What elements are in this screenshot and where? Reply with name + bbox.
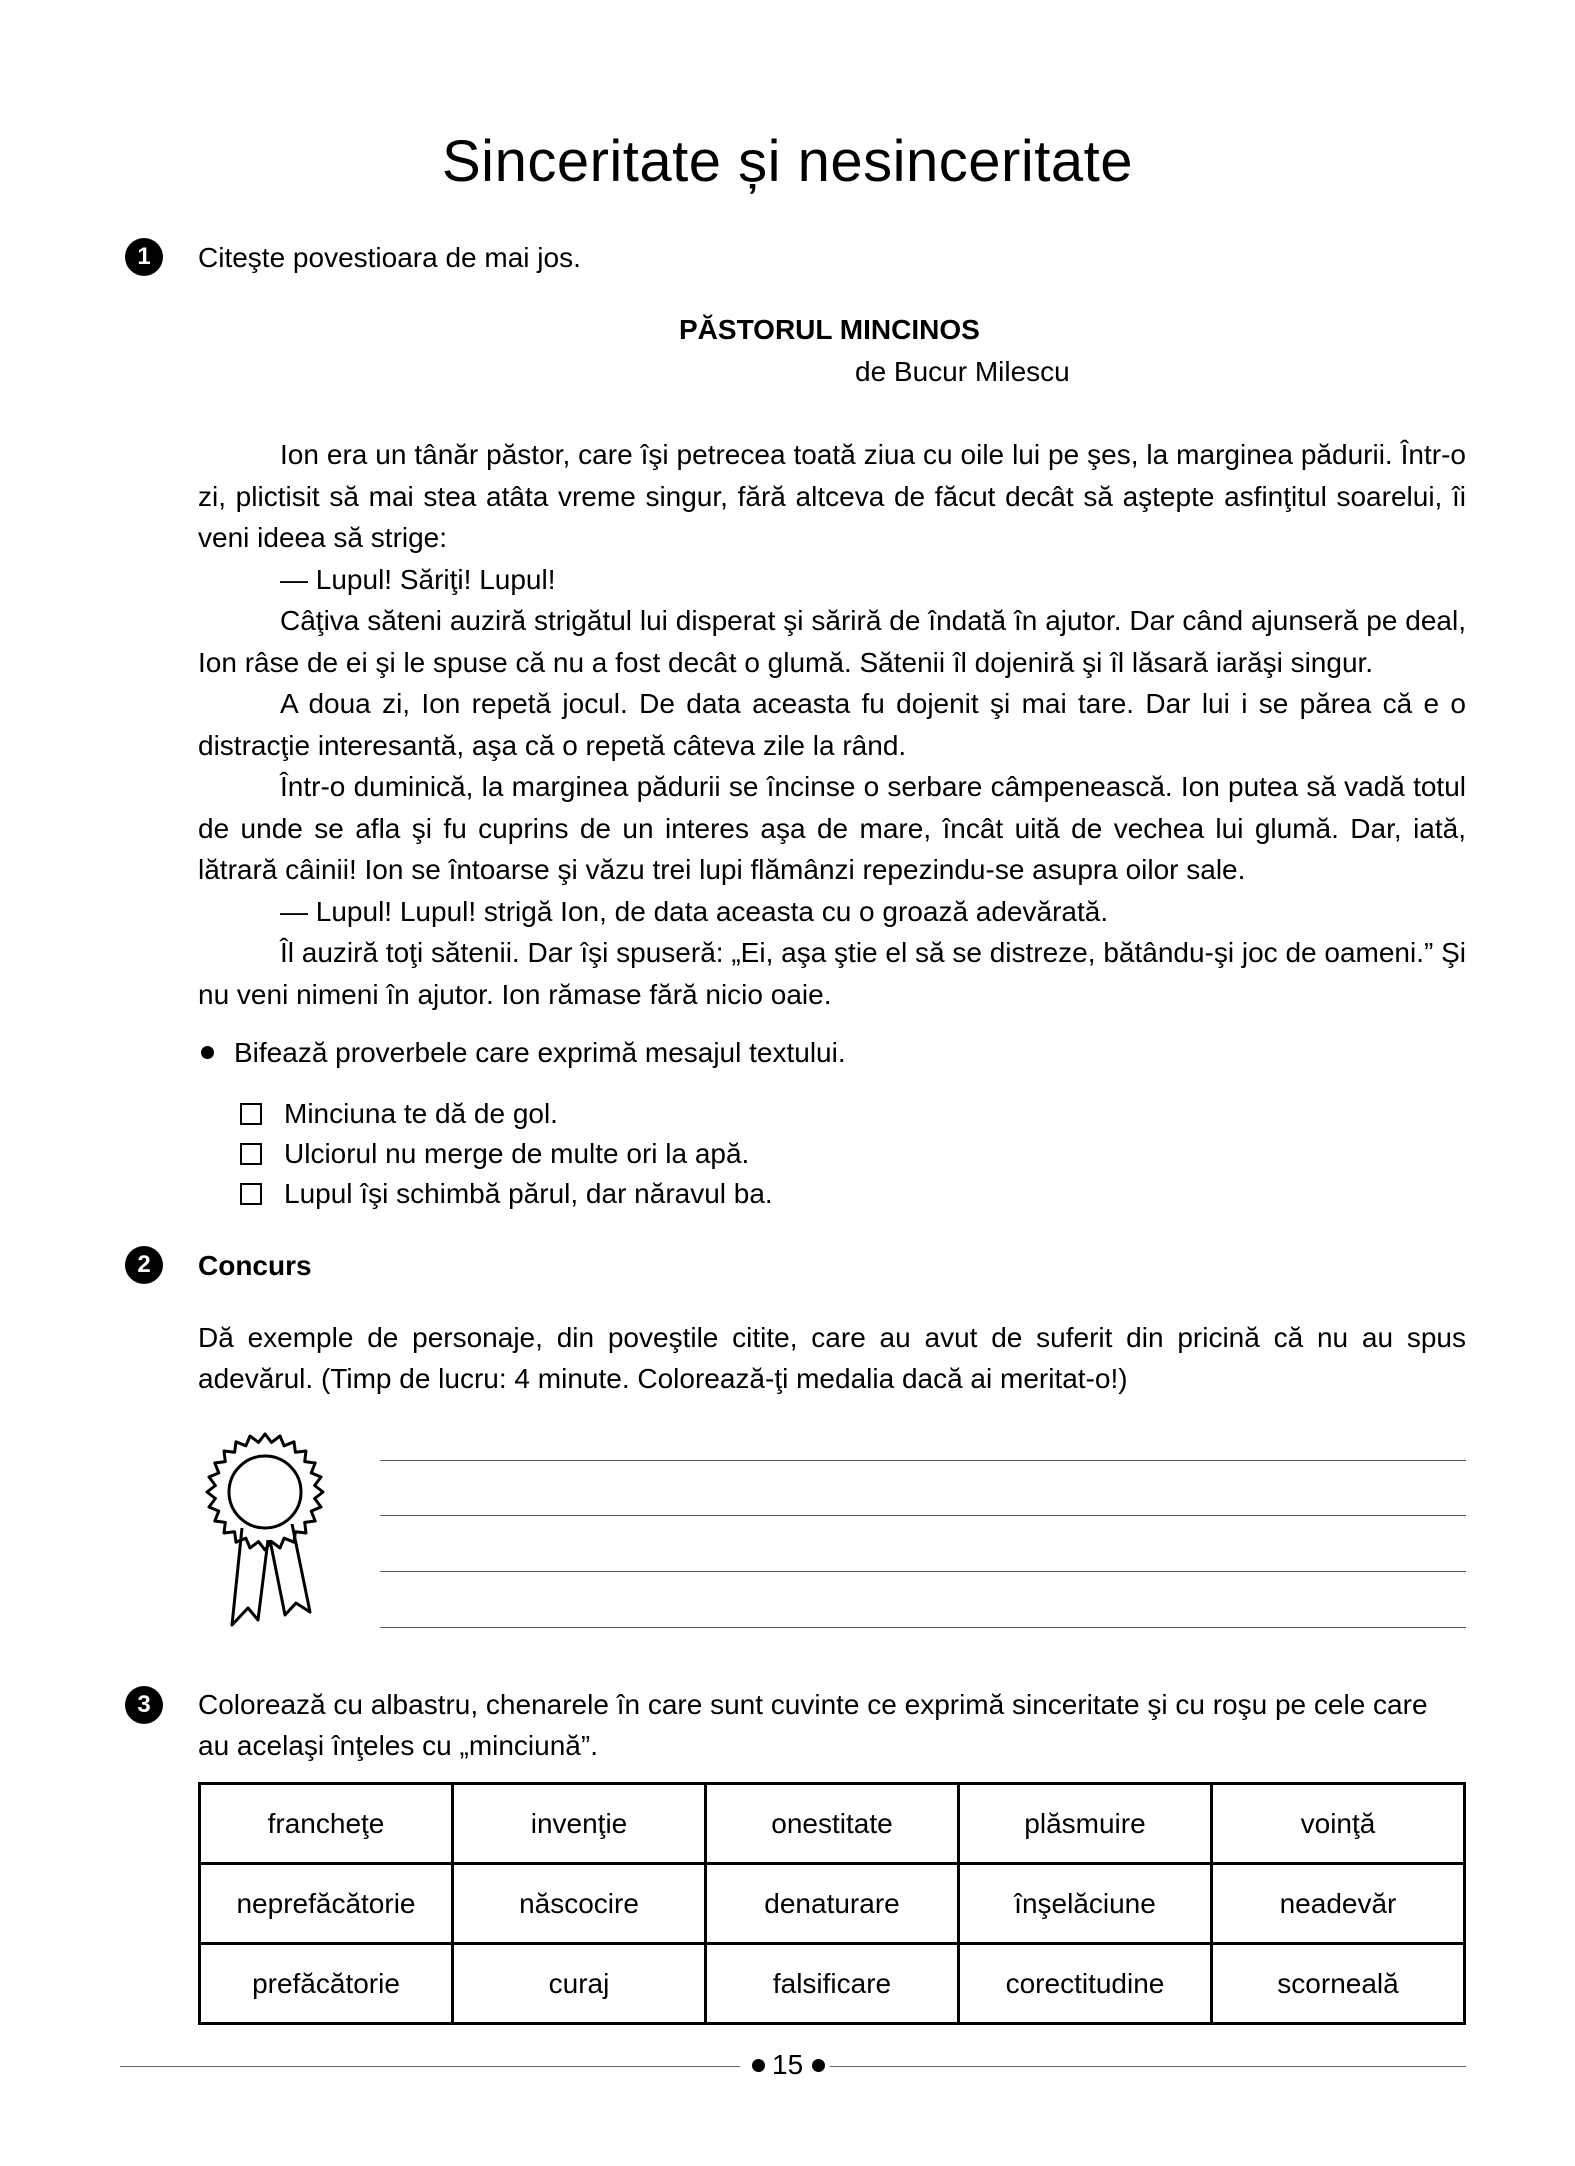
footer-divider: [120, 2066, 740, 2067]
story-paragraph: Îl auziră toţi sătenii. Dar îşi spuseră: „Ei, aşa ştie el să se distreze, bătându-şi joc de oameni.” Şi nu veni nimeni în ajutor. Ion rămase fără nicio oaie.: [198, 937, 1466, 1010]
medal-ribbon-icon[interactable]: [190, 1420, 340, 1640]
word-cell[interactable]: neadevăr: [1212, 1864, 1465, 1944]
word-cell[interactable]: neprefăcătorie: [200, 1864, 453, 1944]
word-cell[interactable]: onestitate: [706, 1784, 959, 1864]
word-cell[interactable]: curaj: [453, 1944, 706, 2024]
proverb-option[interactable]: [240, 1094, 558, 1134]
exercise-3-number: 3: [125, 1686, 163, 1724]
checkbox[interactable]: [240, 1183, 262, 1205]
table-row: [200, 1864, 1465, 1944]
word-cell[interactable]: corectitudine: [959, 1944, 1212, 2024]
story-title: PĂSTORUL MINCINOS: [679, 314, 980, 345]
proverb-label: Minciuna te dă de gol.: [284, 1098, 558, 1129]
story-paragraph: Ion era un tânăr păstor, care îşi petrecea toată ziua cu oile lui pe şes, la marginea pădurii. Într-o zi, plictisit să mai stea atâta vreme singur, fără altceva de făcut decât să aştepte asfinţitul soarelui, îi veni ideea să strige:: [198, 439, 1466, 553]
story-paragraph: Câţiva săteni auziră strigătul lui disperat şi săriră de îndată în ajutor. Dar când ajunseră pe deal, Ion râse de ei şi le spuse că nu a fost decât o glumă. Sătenii îl dojeniră şi îl lăsară iarăşi singur.: [198, 605, 1466, 678]
answer-line[interactable]: [380, 1627, 1466, 1628]
proverb-option[interactable]: [240, 1174, 773, 1214]
footer-dot-icon: [752, 2059, 765, 2072]
table-row: [200, 1784, 1465, 1864]
story-author: de Bucur Milescu: [855, 356, 1070, 387]
page-title: Sinceritate și nesinceritate: [442, 129, 1133, 194]
word-cell[interactable]: voinţă: [1212, 1784, 1465, 1864]
exercise-1-number: 1: [125, 238, 163, 276]
word-cell[interactable]: falsificare: [706, 1944, 959, 2024]
exercise-2-number: 2: [125, 1246, 163, 1284]
proverb-label: Ulciorul nu merge de multe ori la apă.: [284, 1138, 750, 1169]
page-number: 15: [772, 2049, 804, 2080]
answer-line[interactable]: [380, 1515, 1466, 1516]
story-paragraph: A doua zi, Ion repetă jocul. De data aceasta fu dojenit şi mai tare. Dar lui i se părea că e o distracţie interesantă, aşa că o repetă câteva zile la rând.: [198, 688, 1466, 761]
answer-line[interactable]: [380, 1460, 1466, 1461]
answer-line[interactable]: [380, 1571, 1466, 1572]
bullet-icon: [201, 1046, 214, 1059]
proverb-label: Lupul îşi schimbă părul, dar năravul ba.: [284, 1178, 773, 1209]
word-cell[interactable]: plăsmuire: [959, 1784, 1212, 1864]
word-cell[interactable]: prefăcătorie: [200, 1944, 453, 2024]
word-table: [198, 1782, 1466, 2025]
word-cell[interactable]: înşelăciune: [959, 1864, 1212, 1944]
story-paragraph: — Lupul! Lupul! strigă Ion, de data aceasta cu o groază adevărată.: [280, 895, 1109, 927]
exercise-1-instruction: Citeşte povestioara de mai jos.: [198, 242, 581, 273]
bullet-instruction: Bifează proverbele care exprimă mesajul textului.: [234, 1037, 846, 1068]
footer-dot-icon: [812, 2059, 825, 2072]
proverb-option[interactable]: [240, 1134, 749, 1174]
word-cell[interactable]: denaturare: [706, 1864, 959, 1944]
word-cell[interactable]: scorneală: [1212, 1944, 1465, 2024]
story-text: [198, 434, 1466, 1015]
word-cell[interactable]: francheţe: [200, 1784, 453, 1864]
exercise-2-heading: Concurs: [198, 1250, 312, 1281]
table-row: [200, 1944, 1465, 2024]
footer-divider: [830, 2066, 1466, 2067]
story-paragraph: — Lupul! Săriţi! Lupul!: [280, 563, 556, 595]
checkbox[interactable]: [240, 1143, 262, 1165]
story-paragraph: Într-o duminică, la marginea pădurii se încinse o serbare câmpenească. Ion putea să vadă totul de unde se afla şi fu cuprins de un interes aşa de mare, încât uită de vechea lui glumă. Dar, iată, lătrară câinii! Ion se întoarse şi văzu trei lupi flămânzi repezindu-se asupra oilor sale.: [198, 771, 1466, 885]
word-cell[interactable]: invenţie: [453, 1784, 706, 1864]
word-cell[interactable]: născocire: [453, 1864, 706, 1944]
exercise-2-instruction: Dă exemple de personaje, din poveştile citite, care au avut de suferit din pricină că nu au spus adevărul. (Timp de lucru: 4 minute. Colorează-ţi medalia dacă ai meritat-o!): [198, 1322, 1466, 1394]
checkbox[interactable]: [240, 1103, 262, 1125]
exercise-3-instruction: Colorează cu albastru, chenarele în care sunt cuvinte ce exprimă sinceritate şi cu roşu pe cele care au acelaşi înţeles cu „minciună”.: [198, 1689, 1428, 1761]
